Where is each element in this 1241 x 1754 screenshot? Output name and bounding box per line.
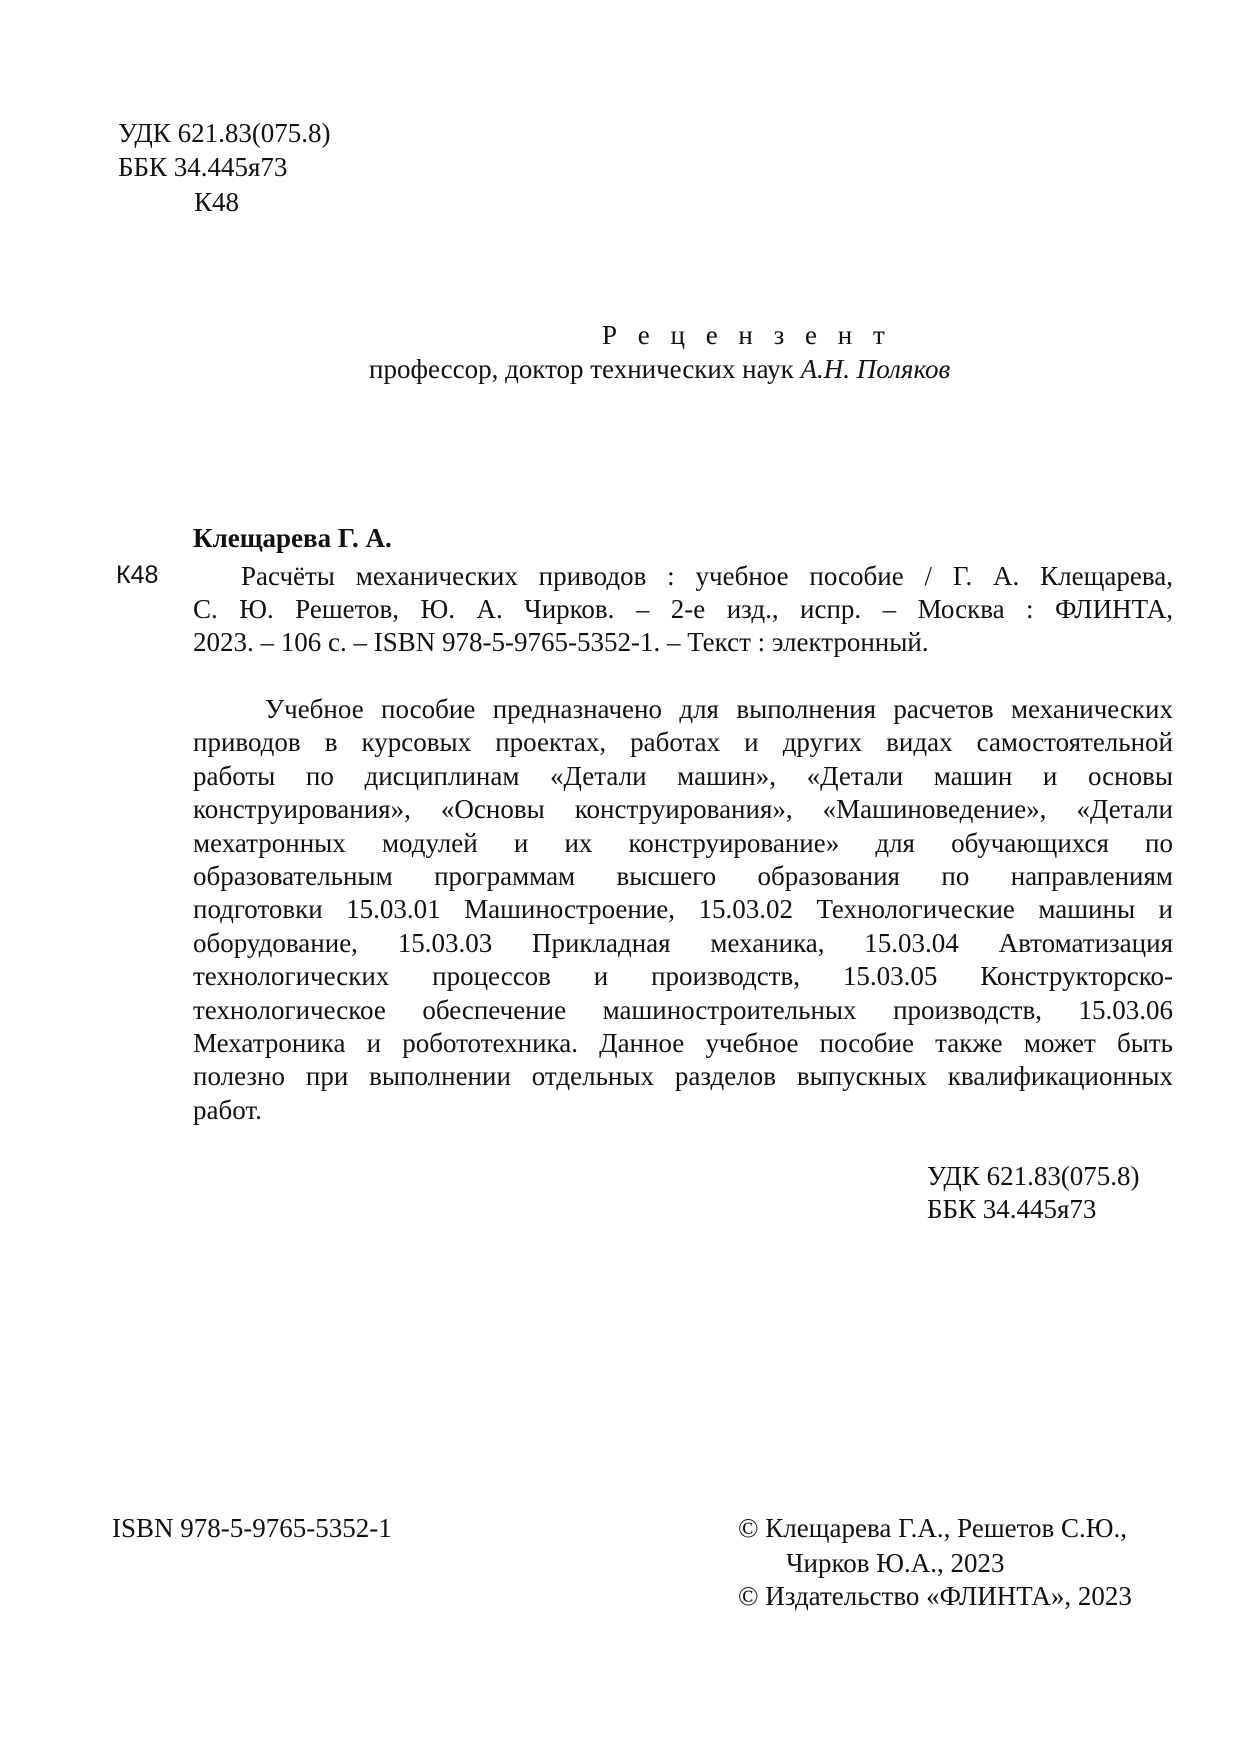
reviewer-line: [369, 353, 950, 385]
annotation-line: конструирования», «Основы конструирования», «Машиноведение», «Детали: [193, 794, 1173, 825]
udk-code-bottom: УДК 621.83(075.8): [927, 1161, 1140, 1191]
copyright-authors-continued: Чирков Ю.А., 2023: [786, 1548, 1005, 1578]
record-line: 2023. – 106 с. – ISBN 978-5-9765-5352-1. – Текст : электронный.: [193, 627, 929, 657]
reviewer-description: профессор, доктор технических наук: [369, 354, 801, 384]
annotation-line: работ.: [193, 1094, 262, 1125]
annotation-line: технологических процессов и производств, 15.03.05 Конструкторско-: [193, 961, 1173, 992]
udk-code-top: УДК 621.83(075.8): [118, 118, 331, 148]
annotation-paragraph: [193, 693, 1173, 1127]
bibliographic-record: [193, 560, 1173, 659]
annotation-line: приводов в курсовых проектах, работах и других видах самостоятельной: [193, 727, 1173, 758]
record-line: С. Ю. Решетов, Ю. А. Чирков. – 2-е изд., испр. – Москва : ФЛИНТА,: [193, 594, 1173, 624]
copyright-authors: © Клещарева Г.А., Решетов С.Ю.,: [738, 1513, 1128, 1543]
record-line: Расчёты механических приводов : учебное пособие / Г. А. Клещарева,: [241, 561, 1173, 591]
bbk-code-top: ББК 34.445я73: [118, 152, 288, 182]
annotation-line: оборудование, 15.03.03 Прикладная механика, 15.03.04 Автоматизация: [193, 927, 1173, 958]
annotation-line: технологическое обеспечение машиностроительных производств, 15.03.06: [193, 994, 1173, 1025]
reviewer-name: А.Н. Поляков: [800, 354, 951, 384]
annotation-line: работы по дисциплинам «Детали машин», «Детали машин и основы: [193, 760, 1173, 791]
reviewer-heading: Р е ц е н з е н т: [602, 320, 892, 350]
record-author-mark: К48: [116, 561, 159, 589]
record-author: Клещарева Г. А.: [193, 523, 392, 553]
annotation-line: полезно при выполнении отдельных разделов выпускных квалификационных: [193, 1061, 1173, 1092]
bbk-code-bottom: ББК 34.445я73: [927, 1194, 1097, 1224]
copyright-publisher: © Издательство «ФЛИНТА», 2023: [738, 1581, 1132, 1611]
annotation-line: Учебное пособие предназначено для выполнения расчетов механических: [265, 694, 1173, 724]
author-mark-top: К48: [194, 187, 240, 217]
isbn-number: ISBN 978-5-9765-5352-1: [112, 1513, 392, 1543]
annotation-line: подготовки 15.03.01 Машиностроение, 15.03.02 Технологические машины и: [193, 894, 1173, 925]
annotation-line: Мехатроника и робототехника. Данное учебное пособие также может быть: [193, 1028, 1173, 1059]
annotation-line: мехатронных модулей и их конструирование» для обучающихся по: [193, 827, 1173, 858]
annotation-line: образовательным программам высшего образования по направлениям: [193, 861, 1173, 892]
